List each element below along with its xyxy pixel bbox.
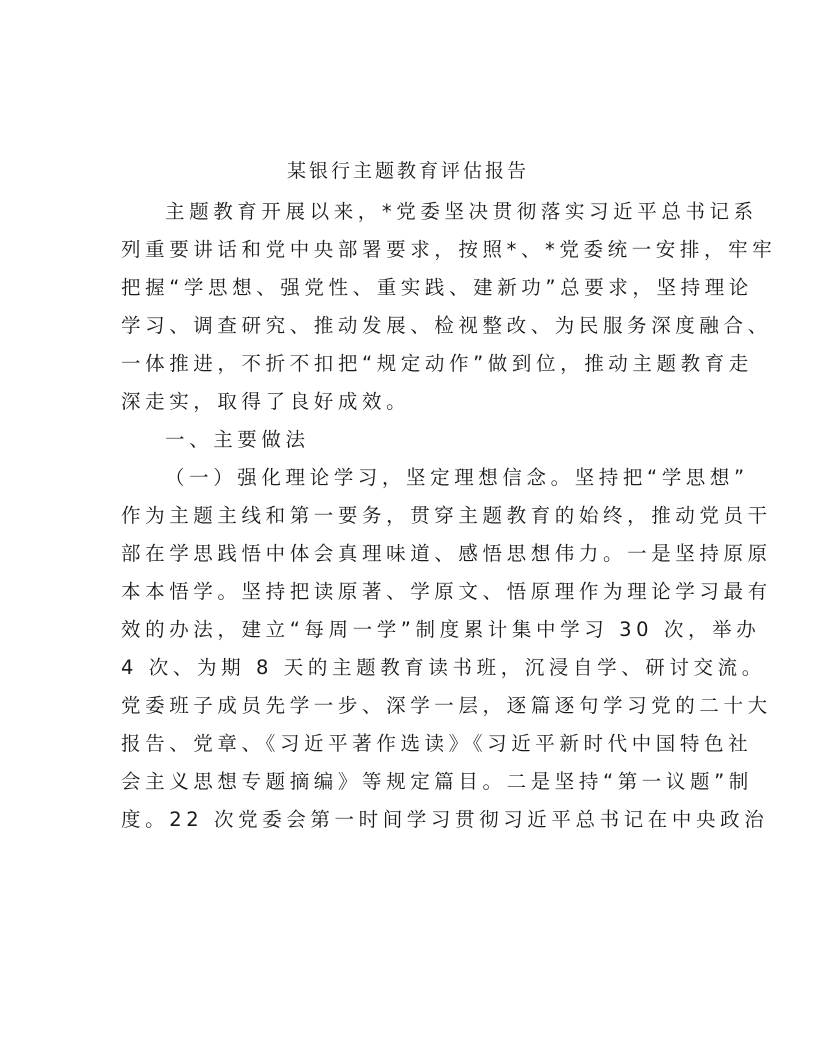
paragraph-line: 部在学思践悟中体会真理味道、感悟思想伟力。一是坚持原原 (121, 542, 772, 565)
paragraph-line: 主题教育开展以来，*党委坚决贯彻落实习近平总书记系 (165, 200, 758, 223)
section-heading: 一、主要做法 (165, 428, 310, 451)
paragraph-line: 会主义思想专题摘编》等规定篇目。二是坚持“第一议题”制 (121, 770, 753, 793)
paragraph-line: 报告、党章、《习近平著作选读》《习近平新时代中国特色社 (121, 732, 753, 755)
paragraph-line: 本本悟学。坚持把读原著、学原文、悟原理作为理论学习最有 (121, 580, 772, 603)
paragraph-line: 党委班子成员先学一步、深学一层，逐篇逐句学习党的二十大 (121, 694, 772, 717)
paragraph-line: 学习、调查研究、推动发展、检视整改、为民服务深度融合、 (121, 314, 772, 337)
paragraph-line: 一体推进，不折不扣把“规定动作”做到位，推动主题教育走 (121, 352, 753, 375)
paragraph-line: 度。22 次党委会第一时间学习贯彻习近平总书记在中央政治 (121, 808, 769, 831)
paragraph-line: 效的办法，建立“每周一学”制度累计集中学习 30 次，举办 (121, 618, 761, 641)
paragraph-line: 列重要讲话和党中央部署要求，按照*、*党委统一安排，牢牢 (121, 238, 777, 261)
document-title: 某银行主题教育评估报告 (286, 160, 529, 182)
paragraph-line: 把握“学思想、强党性、重实践、建新功”总要求，坚持理论 (121, 276, 753, 299)
paragraph-line: 作为主题主线和第一要务，贯穿主题教育的始终，推动党员干 (121, 504, 772, 527)
paragraph-line: （一）强化理论学习，坚定理想信念。坚持把“学思想” (165, 466, 749, 489)
paragraph-line: 深走实，取得了良好成效。 (121, 390, 411, 413)
paragraph-line: 4 次、为期 8 天的主题教育读书班，沉浸自学、研讨交流。 (121, 656, 766, 679)
